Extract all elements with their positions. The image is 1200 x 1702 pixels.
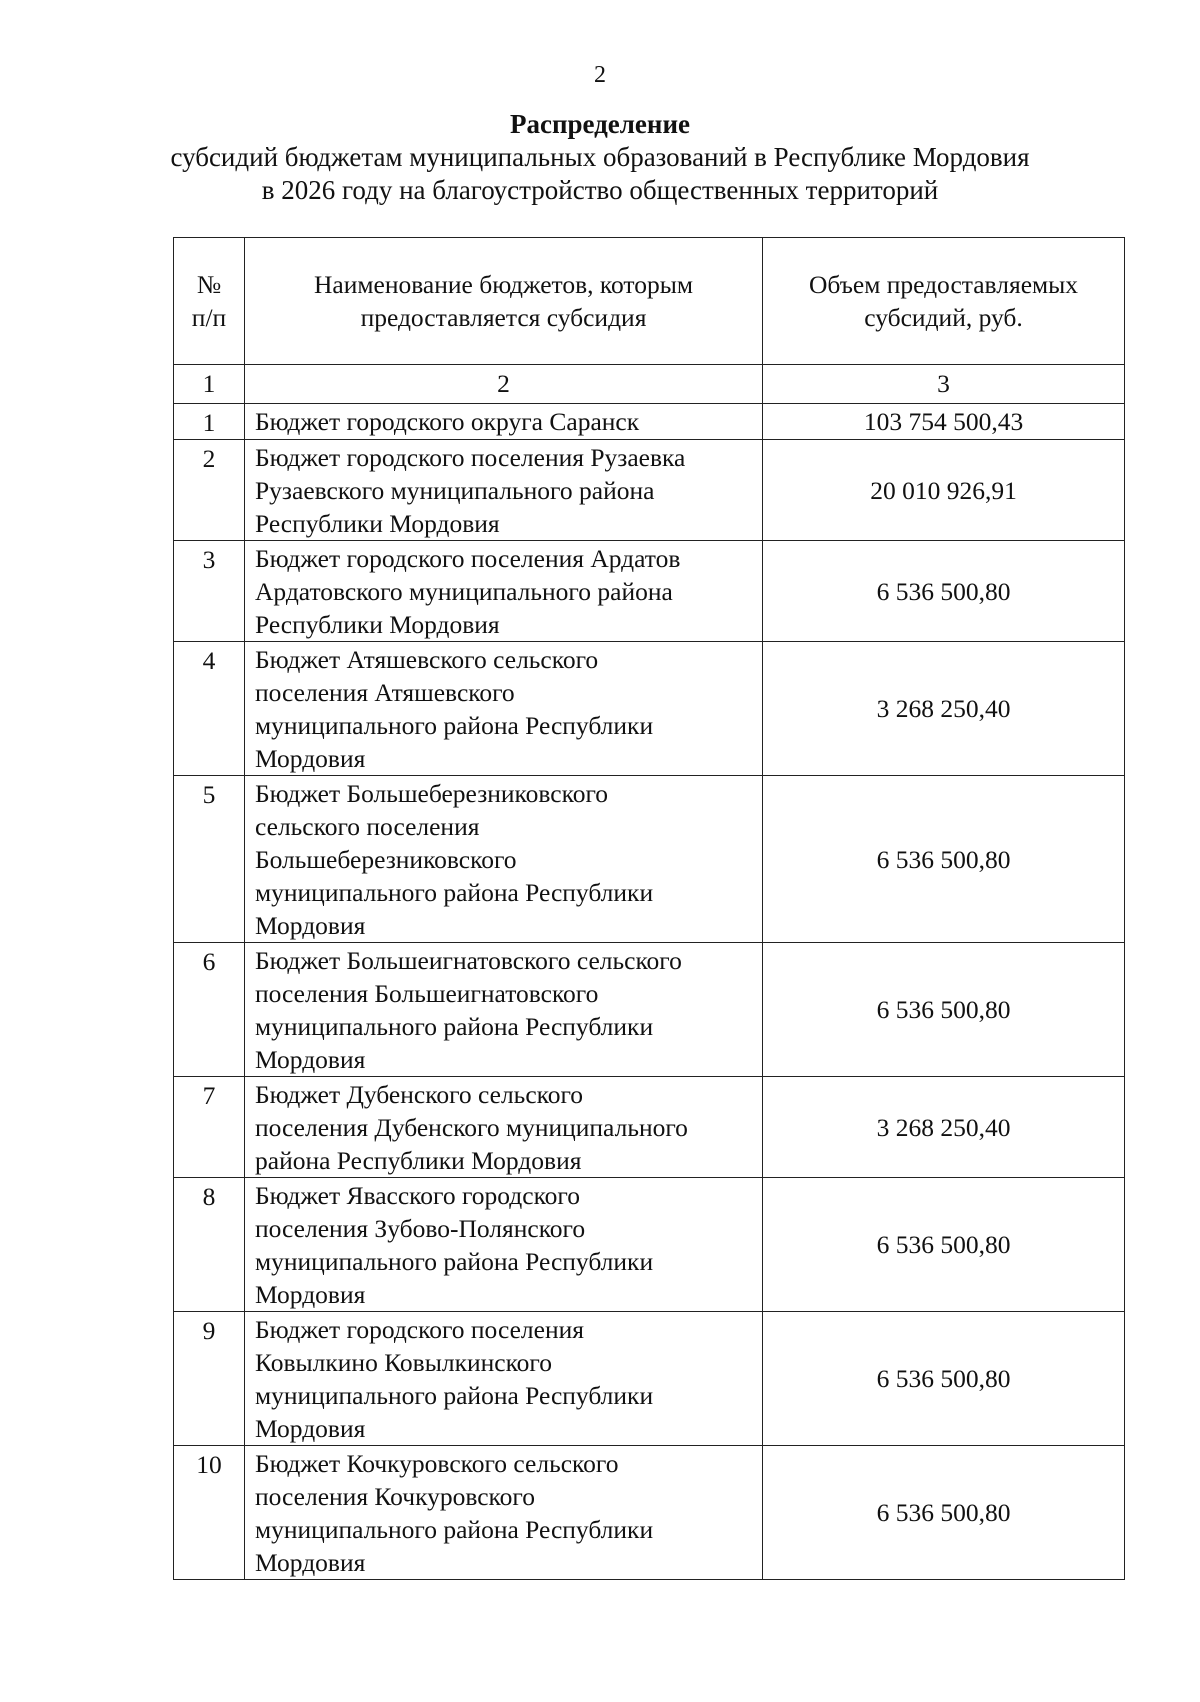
budget-name-line: Мордовия: [255, 1414, 366, 1443]
table-row: [174, 404, 1125, 440]
header-text: субсидий, руб.: [864, 303, 1023, 332]
subsidy-amount-cell: 3 268 250,40: [763, 642, 1125, 776]
budget-name-cell: [245, 1077, 763, 1178]
row-number-cell: 1: [174, 404, 245, 440]
budget-name-line: поселения Зубово-Полянского: [255, 1214, 586, 1243]
header-text: п/п: [191, 303, 227, 332]
budget-name-line: муниципального района Республики: [255, 1012, 654, 1041]
budget-name-line: Большеберезниковского: [255, 845, 517, 874]
budget-name-line: Бюджет Атяшевского сельского: [255, 645, 599, 674]
index-cell: 3: [763, 365, 1125, 404]
row-number-cell: 2: [174, 440, 245, 541]
subsidy-amount-cell: 3 268 250,40: [763, 1077, 1125, 1178]
table-header-row: [174, 238, 1125, 365]
budget-name-cell: [245, 440, 763, 541]
budget-name-line: Мордовия: [255, 1045, 366, 1074]
row-number-cell: 3: [174, 541, 245, 642]
subsidy-amount-cell: 6 536 500,80: [763, 943, 1125, 1077]
budget-name-cell: [245, 1312, 763, 1446]
subsidy-table: [173, 237, 1125, 1580]
table-row: [174, 943, 1125, 1077]
budget-name-line: муниципального района Республики: [255, 711, 654, 740]
budget-name-line: Бюджет Большеигнатовского сельского: [255, 946, 682, 975]
subtitle-line: субсидий бюджетам муниципальных образований в Республике Мордовия: [170, 142, 1030, 172]
budget-name-line: Мордовия: [255, 911, 366, 940]
row-number-cell: 8: [174, 1178, 245, 1312]
budget-name-line: Бюджет городского округа Саранск: [255, 407, 640, 436]
budget-name-line: Бюджет городского поселения Рузаевка: [255, 443, 686, 472]
budget-name-line: муниципального района Республики: [255, 878, 654, 907]
table-row: [174, 642, 1125, 776]
budget-name-line: поселения Атяшевского: [255, 678, 515, 707]
budget-name-line: Рузаевского муниципального района: [255, 476, 655, 505]
budget-name-line: Бюджет Явасского городского: [255, 1181, 581, 1210]
header-text: №: [196, 270, 222, 299]
budget-name-line: Мордовия: [255, 1280, 366, 1309]
subsidy-amount-cell: 103 754 500,43: [763, 404, 1125, 440]
budget-name-line: сельского поселения: [255, 812, 480, 841]
budget-name-line: муниципального района Республики: [255, 1247, 654, 1276]
budget-name-line: Республики Мордовия: [255, 509, 500, 538]
header-text: Наименование бюджетов, которым: [314, 270, 693, 299]
budget-name-line: поселения Большеигнатовского: [255, 979, 599, 1008]
budget-name-cell: [245, 943, 763, 1077]
budget-name-line: Бюджет Кочкуровского сельского: [255, 1449, 619, 1478]
budget-name-line: района Республики Мордовия: [255, 1146, 582, 1175]
table-row: [174, 1312, 1125, 1446]
budget-name-line: муниципального района Республики: [255, 1515, 654, 1544]
budget-name-line: муниципального района Республики: [255, 1381, 654, 1410]
index-cell: 2: [245, 365, 763, 404]
row-number-cell: 7: [174, 1077, 245, 1178]
row-number-cell: 4: [174, 642, 245, 776]
budget-name-line: поселения Кочкуровского: [255, 1482, 535, 1511]
header-text: Объем предоставляемых: [808, 270, 1079, 299]
budget-name-line: Бюджет Дубенского сельского: [255, 1080, 584, 1109]
subsidy-amount-cell: 6 536 500,80: [763, 776, 1125, 943]
budget-name-cell: [245, 404, 763, 440]
subsidy-amount-cell: 6 536 500,80: [763, 1178, 1125, 1312]
table-row: [174, 776, 1125, 943]
header-text: предоставляется субсидия: [360, 303, 647, 332]
subtitle-line: в 2026 году на благоустройство общественных территорий: [261, 175, 939, 205]
page-number: 2: [594, 62, 606, 88]
row-number-cell: 10: [174, 1446, 245, 1580]
budget-name-line: Ардатовского муниципального района: [255, 577, 673, 606]
row-number-cell: 5: [174, 776, 245, 943]
table-row: [174, 440, 1125, 541]
budget-name-line: Республики Мордовия: [255, 610, 500, 639]
budget-name-cell: [245, 1178, 763, 1312]
table-index-row: [174, 365, 1125, 404]
subsidy-amount-cell: 6 536 500,80: [763, 1312, 1125, 1446]
budget-name-cell: [245, 642, 763, 776]
subsidy-amount-cell: 6 536 500,80: [763, 1446, 1125, 1580]
document-title: Распределение: [509, 109, 691, 139]
budget-name-cell: [245, 1446, 763, 1580]
budget-name-line: поселения Дубенского муниципального: [255, 1113, 688, 1142]
budget-name-line: Мордовия: [255, 1548, 366, 1577]
table-row: [174, 1178, 1125, 1312]
header-cell-amount: [763, 238, 1125, 365]
budget-name-cell: [245, 776, 763, 943]
row-number-cell: 6: [174, 943, 245, 1077]
budget-name-line: Ковылкино Ковылкинского: [255, 1348, 552, 1377]
header-cell-name: [245, 238, 763, 365]
header-cell-number: [174, 238, 245, 365]
table-row: [174, 1446, 1125, 1580]
table-row: [174, 541, 1125, 642]
budget-name-cell: [245, 541, 763, 642]
subsidy-amount-cell: 6 536 500,80: [763, 541, 1125, 642]
row-number-cell: 9: [174, 1312, 245, 1446]
table-row: [174, 1077, 1125, 1178]
budget-name-line: Бюджет Большеберезниковского: [255, 779, 609, 808]
budget-name-line: Мордовия: [255, 744, 366, 773]
budget-name-line: Бюджет городского поселения Ардатов: [255, 544, 681, 573]
budget-name-line: Бюджет городского поселения: [255, 1315, 584, 1344]
index-cell: 1: [174, 365, 245, 404]
document-subtitle: [0, 141, 1200, 207]
subsidy-amount-cell: 20 010 926,91: [763, 440, 1125, 541]
